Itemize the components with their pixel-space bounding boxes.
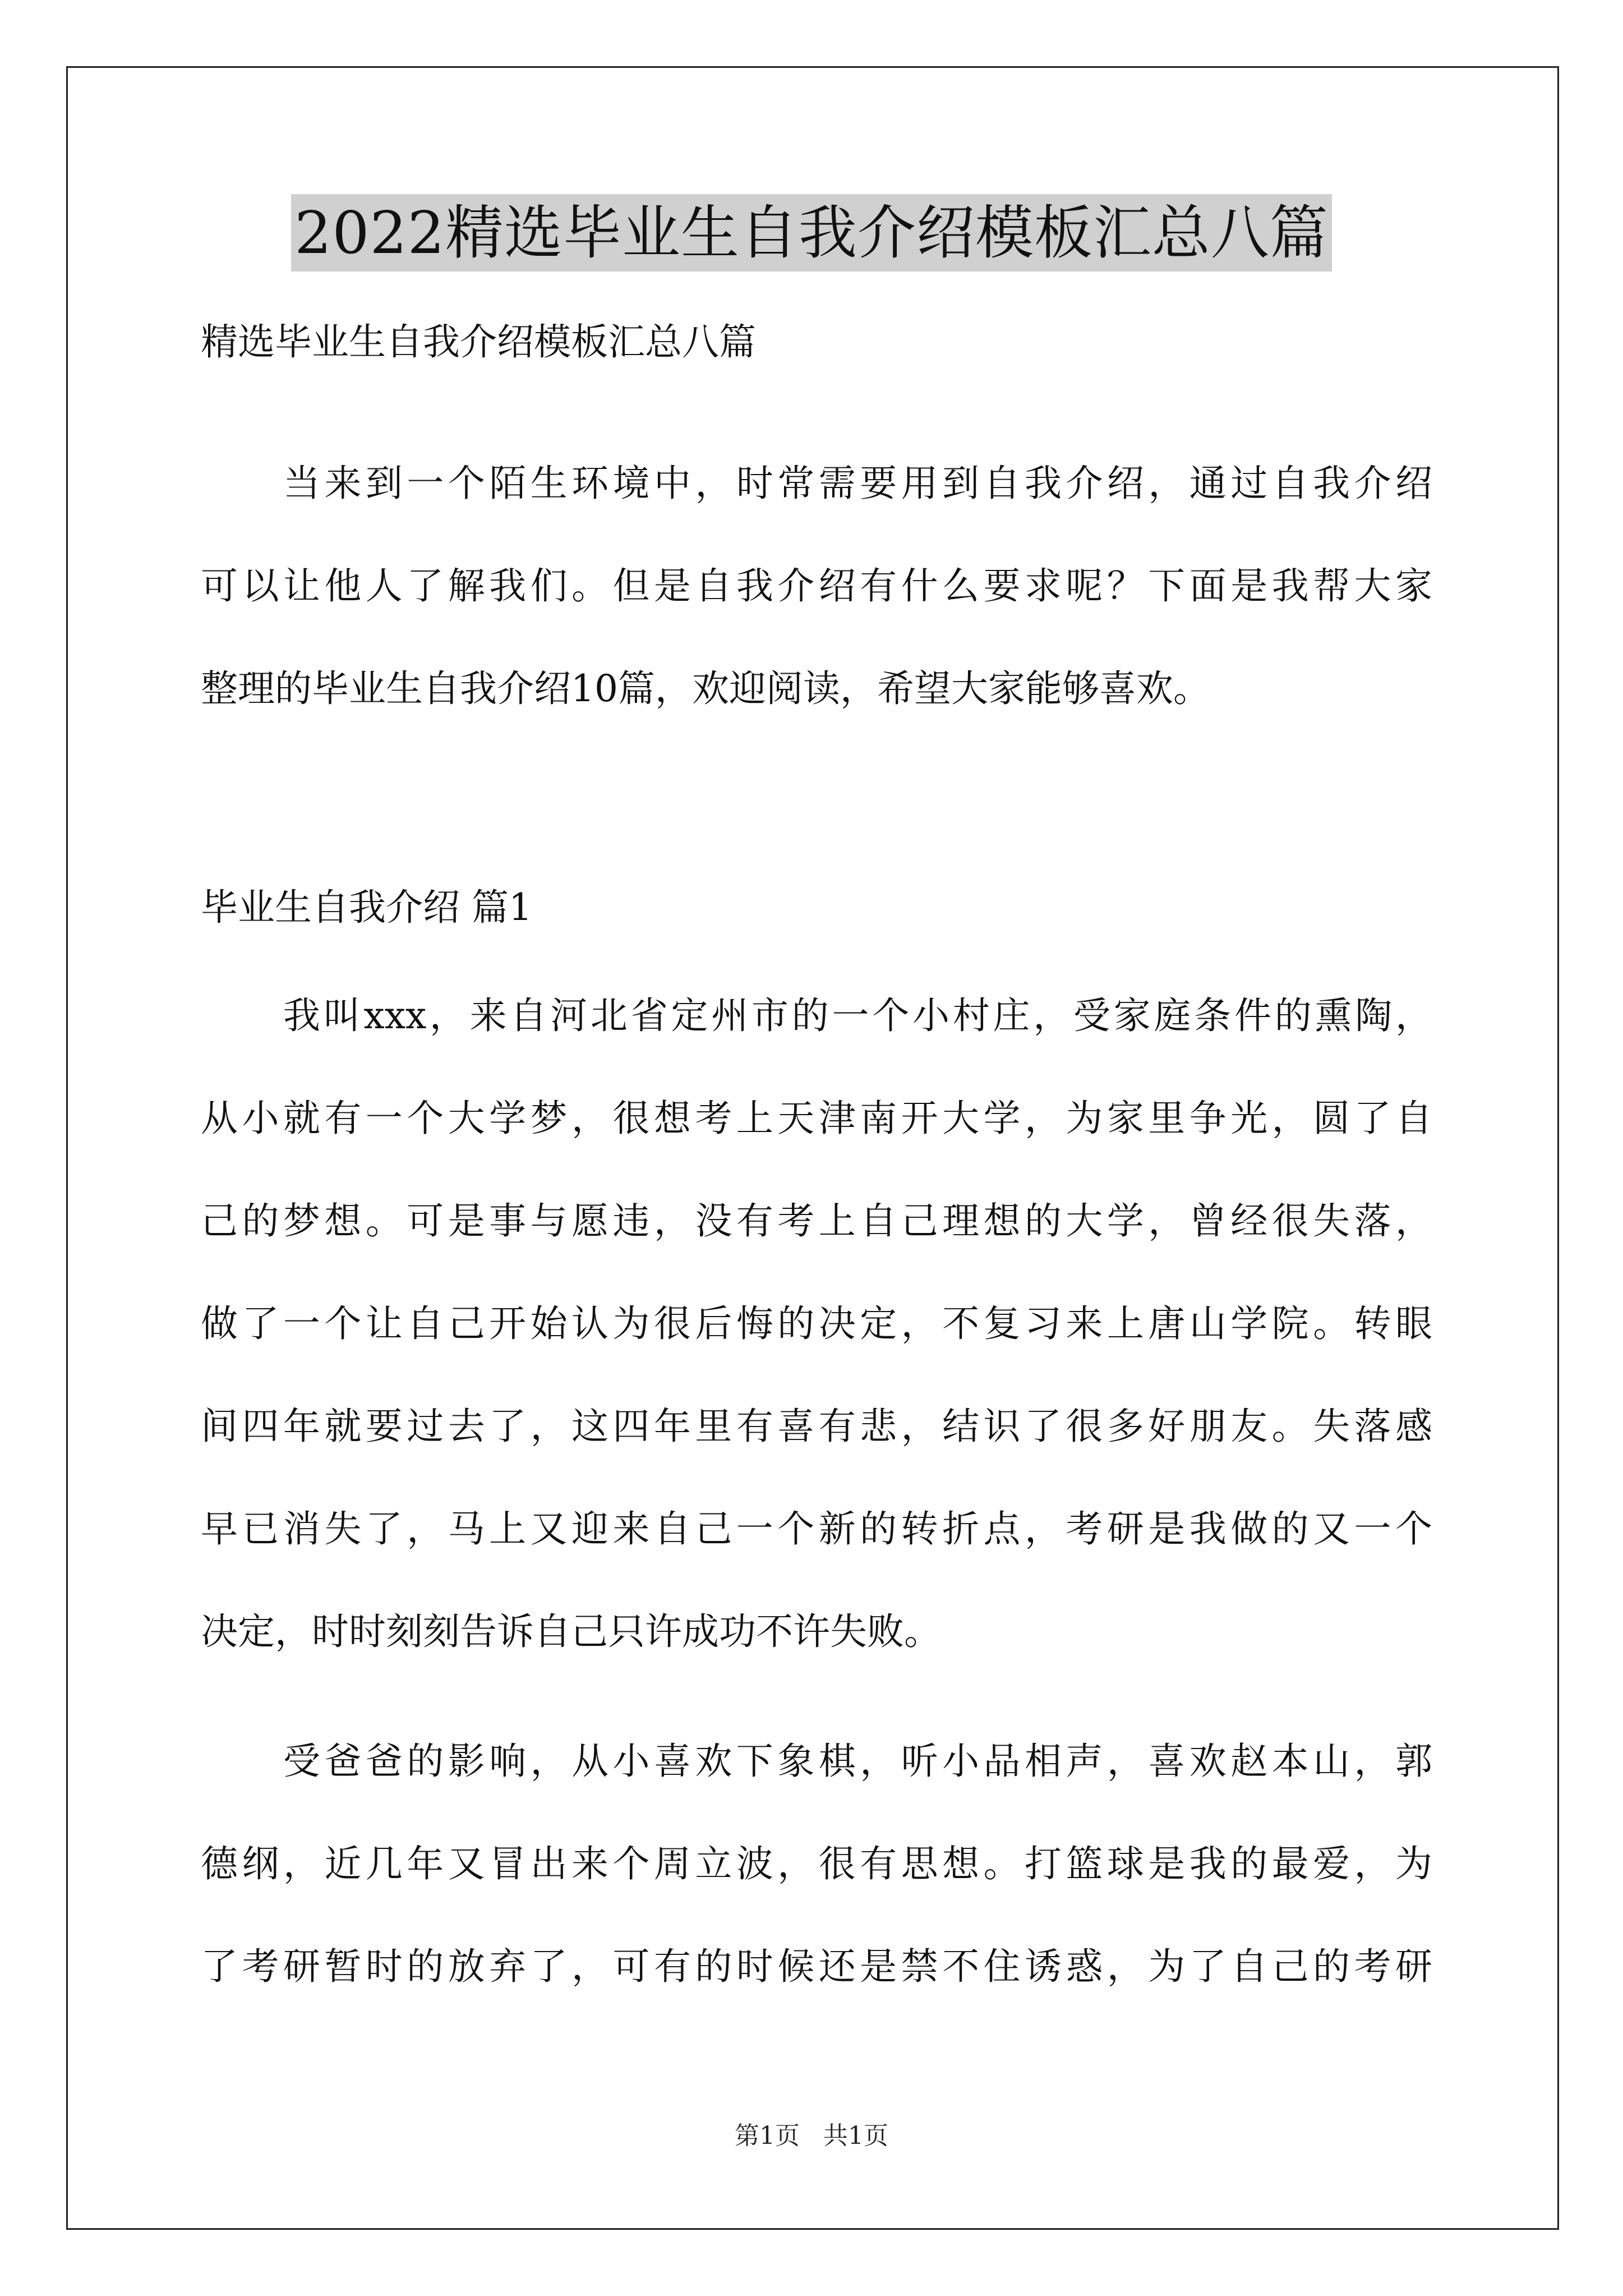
intro-line-1: 当来到一个陌生环境中，时常需要用到自我介绍，通过自我介绍 [283, 462, 1432, 505]
paragraph2-line-2: 德纲，近几年又冒出来个周立波，很有思想。打篮球是我的最爱，为 [201, 1842, 1432, 1885]
page-border [66, 66, 1559, 2230]
paragraph1-line-7: 决定，时时刻刻告诉自己只许成功不许失败。 [201, 1610, 941, 1653]
document-subtitle: 精选毕业生自我介绍模板汇总八篇 [201, 320, 756, 364]
paragraph1-line-2: 从小就有一个大学梦，很想考上天津南开大学，为家里争光，圆了自 [201, 1097, 1432, 1140]
document-title [0, 194, 1623, 272]
page-footer: 第1页 共1页 [735, 2122, 888, 2150]
paragraph1-line-5: 间四年就要过去了，这四年里有喜有悲，结识了很多好朋友。失落感 [201, 1405, 1432, 1448]
paragraph1-line-1: 我叫xxx，来自河北省定州市的一个小村庄，受家庭条件的熏陶， [283, 994, 1432, 1037]
paragraph2-line-3: 了考研暂时的放弃了，可有的时候还是禁不住诱惑，为了自己的考研 [201, 1945, 1432, 1988]
paragraph1-line-4: 做了一个让自己开始认为很后悔的决定，不复习来上唐山学院。转眼 [201, 1302, 1432, 1345]
document-title-text: 2022精选毕业生自我介绍模板汇总八篇 [291, 194, 1332, 272]
intro-line-2: 可以让他人了解我们。但是自我介绍有什么要求呢？下面是我帮大家 [201, 564, 1432, 608]
paragraph1-line-6: 早已消失了，马上又迎来自己一个新的转折点，考研是我做的又一个 [201, 1507, 1432, 1550]
paragraph2-line-1: 受爸爸的影响，从小喜欢下象棋，听小品相声，喜欢赵本山，郭 [283, 1740, 1432, 1783]
intro-line-3: 整理的毕业生自我介绍10篇，欢迎阅读，希望大家能够喜欢。 [201, 667, 1210, 710]
paragraph1-line-3: 己的梦想。可是事与愿违，没有考上自己理想的大学，曾经很失落， [201, 1199, 1432, 1243]
section-heading: 毕业生自我介绍 篇1 [201, 886, 532, 929]
